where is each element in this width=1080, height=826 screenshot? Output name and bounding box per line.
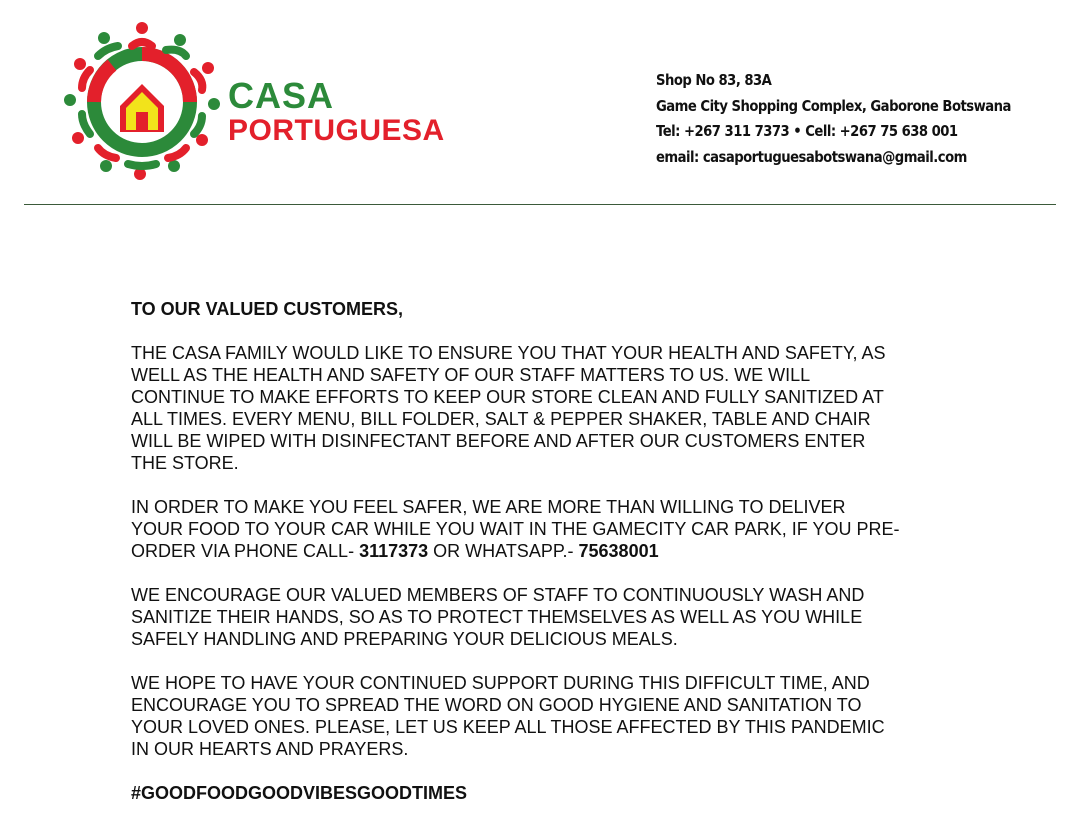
contact-email: email: casaportuguesabotswana@gmail.com [656,147,967,166]
contact-phone: Tel: +267 311 7373 • Cell: +267 75 638 001 [656,122,958,140]
brand-name-line1: CASA [228,75,335,116]
paragraph-health-safety [131,342,971,474]
greeting: TO OUR VALUED CUSTOMERS, [131,299,404,319]
contact-address: Game City Shopping Complex, Gaborone Botswana [656,96,1011,115]
brand-name-line2: PORTUGUESA [228,114,445,147]
letterhead [0,0,1080,206]
text-line: YOUR LOVED ONES. PLEASE, LET US KEEP ALL THOSE AFFECTED BY THIS PANDEMIC [131,717,885,737]
paragraph-delivery [131,496,971,562]
order-middle-text: OR WHATSAPP.- [428,541,579,561]
text-line: WILL BE WIPED WITH DISINFECTANT BEFORE AND AFTER OUR CUSTOMERS ENTER [131,431,866,451]
text-line: ALL TIMES. EVERY MENU, BILL FOLDER, SALT & PEPPER SHAKER, TABLE AND CHAIR [131,409,871,429]
brand-name [228,75,445,147]
text-line: THE STORE. [131,453,239,473]
text-line: SAFELY HANDLING AND PREPARING YOUR DELICIOUS MEALS. [131,629,678,649]
text-line: WELL AS THE HEALTH AND SAFETY OF OUR STAFF MATTERS TO US. WE WILL [131,365,811,385]
letter-body [131,298,971,826]
people-circle-house-logo-icon [62,20,222,180]
text-line: IN ORDER TO MAKE YOU FEEL SAFER, WE ARE MORE THAN WILLING TO DELIVER [131,497,846,517]
text-line: WE HOPE TO HAVE YOUR CONTINUED SUPPORT DURING THIS DIFFICULT TIME, AND [131,673,870,693]
header-divider [24,204,1056,205]
text-line: WE ENCOURAGE OUR VALUED MEMBERS OF STAFF TO CONTINUOUSLY WASH AND [131,585,865,605]
contact-block [656,68,1011,170]
hashtag: #GOODFOODGOODVIBESGOODTIMES [131,783,468,803]
paragraph-staff-hygiene [131,584,971,650]
order-prefix-text: ORDER VIA PHONE CALL- [131,541,360,561]
paragraph-support [131,672,971,760]
text-line: ENCOURAGE YOU TO SPREAD THE WORD ON GOOD HYGIENE AND SANITATION TO [131,695,862,715]
text-line: CONTINUE TO MAKE EFFORTS TO KEEP OUR STORE CLEAN AND FULLY SANITIZED AT [131,387,884,407]
text-line: SANITIZE THEIR HANDS, SO AS TO PROTECT THEMSELVES AS WELL AS YOU WHILE [131,607,863,627]
phone-number: 3117373 [359,541,429,561]
text-line [131,540,971,562]
contact-shop: Shop No 83, 83A [656,71,772,89]
text-line: YOUR FOOD TO YOUR CAR WHILE YOU WAIT IN THE GAMECITY CAR PARK, IF YOU PRE- [131,519,900,539]
text-line: IN OUR HEARTS AND PRAYERS. [131,739,409,759]
text-line: THE CASA FAMILY WOULD LIKE TO ENSURE YOU THAT YOUR HEALTH AND SAFETY, AS [131,343,886,363]
whatsapp-number: 75638001 [578,541,659,561]
